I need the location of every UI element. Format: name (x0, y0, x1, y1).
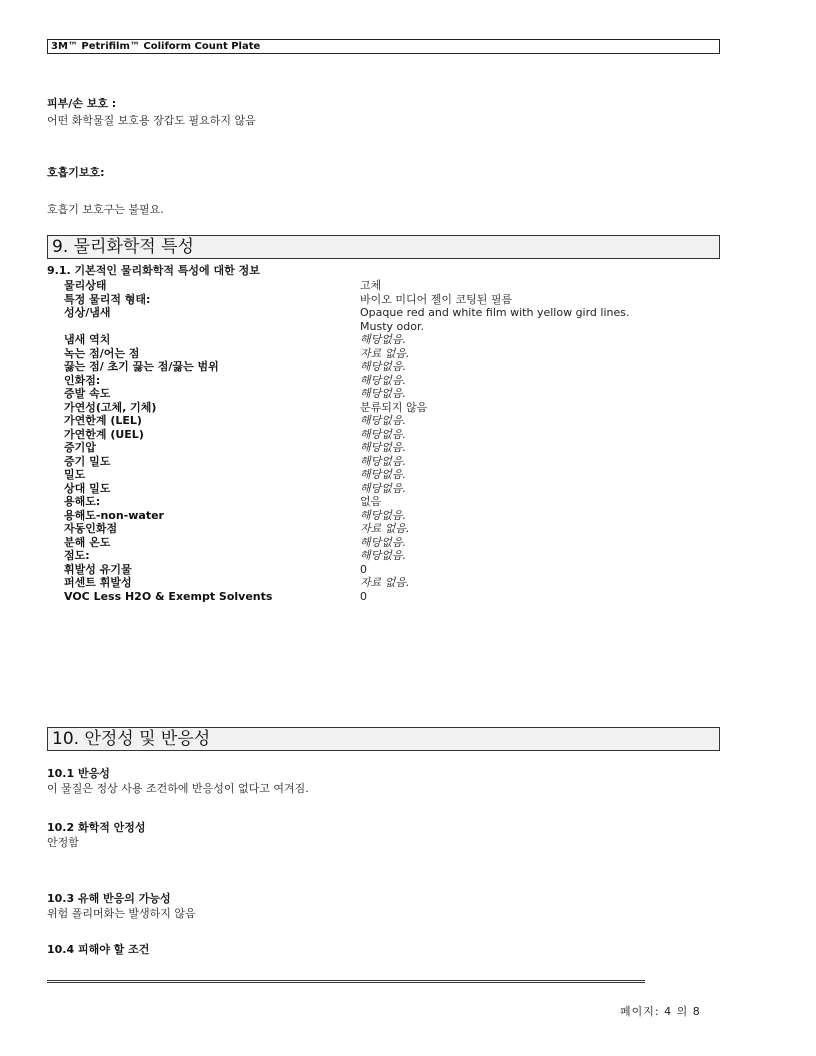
section-10-header (47, 727, 720, 751)
property-value: 자료 없음. (360, 346, 410, 360)
property-value: Musty odor. (360, 319, 424, 333)
property-row (47, 347, 727, 361)
property-label: 상대 밀도 (64, 481, 111, 495)
property-row (47, 428, 727, 442)
property-value: 분류되지 않음 (360, 400, 428, 414)
property-row (47, 401, 727, 415)
section-9-1-heading: 9.1. 기본적인 물리화학적 특성에 대한 정보 (47, 264, 260, 277)
property-label: 용해도-non-water (64, 508, 164, 522)
property-value: 해당없음. (360, 454, 407, 468)
property-row (47, 306, 727, 320)
property-label: 성상/냄새 (64, 306, 111, 319)
property-label: 녹는 점/어는 점 (64, 346, 140, 360)
section-9-title: 9. 물리화학적 특성 (52, 237, 194, 257)
skin-protection-heading: 피부/손 보호 : (47, 97, 117, 110)
property-row (47, 320, 727, 334)
property-value: 해당없음. (360, 360, 407, 373)
property-label: 증발 속도 (64, 387, 111, 400)
section-10-1-text: 이 물질은 정상 사용 조건하에 반응성이 없다고 여겨짐. (47, 782, 309, 795)
property-row (47, 387, 727, 401)
property-value: 해당없음. (360, 387, 407, 400)
property-row (47, 455, 727, 469)
property-value: 자료 없음. (360, 576, 410, 589)
section-10-3-text: 위험 폴리머화는 발생하지 않음 (47, 907, 196, 920)
property-row (47, 549, 727, 563)
section-10-4-heading: 10.4 피해야 할 조건 (47, 943, 150, 956)
property-row (47, 468, 727, 482)
property-label: 가연성(고체, 기체) (64, 400, 157, 414)
property-label: 분해 온도 (64, 535, 111, 549)
section-10-1-heading: 10.1 반응성 (47, 767, 110, 780)
property-label: 점도: (64, 549, 90, 562)
section-10-2-text: 안정함 (47, 836, 79, 849)
property-value: 해당없음. (360, 508, 407, 522)
property-value: 해당없음. (360, 427, 407, 441)
property-row (47, 576, 727, 590)
property-label: 인화점: (64, 373, 101, 387)
property-label: 증기압 (64, 441, 96, 454)
property-label: 휘발성 유기물 (64, 562, 132, 576)
property-row (47, 536, 727, 550)
footer-divider (47, 980, 645, 983)
property-row (47, 414, 727, 428)
property-label: 가연한계 (UEL) (64, 427, 144, 441)
property-label: 증기 밀도 (64, 454, 111, 468)
property-row (47, 360, 727, 374)
skin-protection-text: 어떤 화학물질 보호용 장갑도 필요하지 않음 (47, 114, 256, 127)
section-9-header (47, 235, 720, 259)
property-label: 용해도: (64, 495, 101, 508)
property-row (47, 374, 727, 388)
property-row (47, 509, 727, 523)
property-value: 해당없음. (360, 373, 407, 387)
property-row (47, 590, 727, 604)
document-header (47, 39, 720, 54)
property-label: 퍼센트 휘발성 (64, 576, 132, 589)
property-value: 해당없음. (360, 468, 407, 481)
property-value: 해당없음. (360, 481, 407, 495)
property-value: 0 (360, 589, 367, 603)
property-value: 해당없음. (360, 549, 407, 562)
property-row (47, 522, 727, 536)
property-value: 해당없음. (360, 414, 407, 427)
property-label: 밀도 (64, 468, 86, 481)
property-value: 바이오 미디어 젤이 코팅된 필름 (360, 292, 513, 306)
property-value: 해당없음. (360, 535, 407, 549)
section-10-3-heading: 10.3 유해 반응의 가능성 (47, 892, 171, 905)
property-row (47, 333, 727, 347)
property-row (47, 563, 727, 577)
property-label: 냄새 역치 (64, 333, 111, 346)
property-value: 자료 없음. (360, 522, 410, 535)
document-title: 3M™ Petrifilm™ Coliform Count Plate (51, 41, 261, 52)
property-value: 고체 (360, 279, 382, 292)
property-row (47, 293, 727, 307)
property-label: 물리상태 (64, 279, 107, 292)
property-label: 가연한계 (LEL) (64, 414, 142, 427)
section-10-title: 10. 안정성 및 반응성 (52, 729, 211, 749)
property-value: Opaque red and white film with yellow gird lines. (360, 306, 630, 319)
property-label: VOC Less H2O & Exempt Solvents (64, 589, 273, 603)
property-row (47, 441, 727, 455)
property-value: 해당없음. (360, 333, 407, 346)
property-value: 0 (360, 562, 367, 576)
page-number: 페이지: 4 의 8 (620, 1005, 701, 1018)
property-row (47, 482, 727, 496)
property-row (47, 495, 727, 509)
properties-table (47, 279, 727, 603)
section-10-2-heading: 10.2 화학적 안정성 (47, 821, 146, 834)
property-label: 자동인화점 (64, 522, 118, 535)
property-row (47, 279, 727, 293)
property-value: 없음 (360, 495, 382, 508)
property-value: 해당없음. (360, 441, 407, 454)
property-label: 끓는 점/ 초기 끓는 점/끓는 범위 (64, 360, 219, 373)
respiratory-heading: 호흡기보호: (47, 166, 105, 179)
respiratory-text: 호흡기 보호구는 불필요. (47, 203, 164, 216)
property-label: 특정 물리적 형태: (64, 292, 151, 306)
